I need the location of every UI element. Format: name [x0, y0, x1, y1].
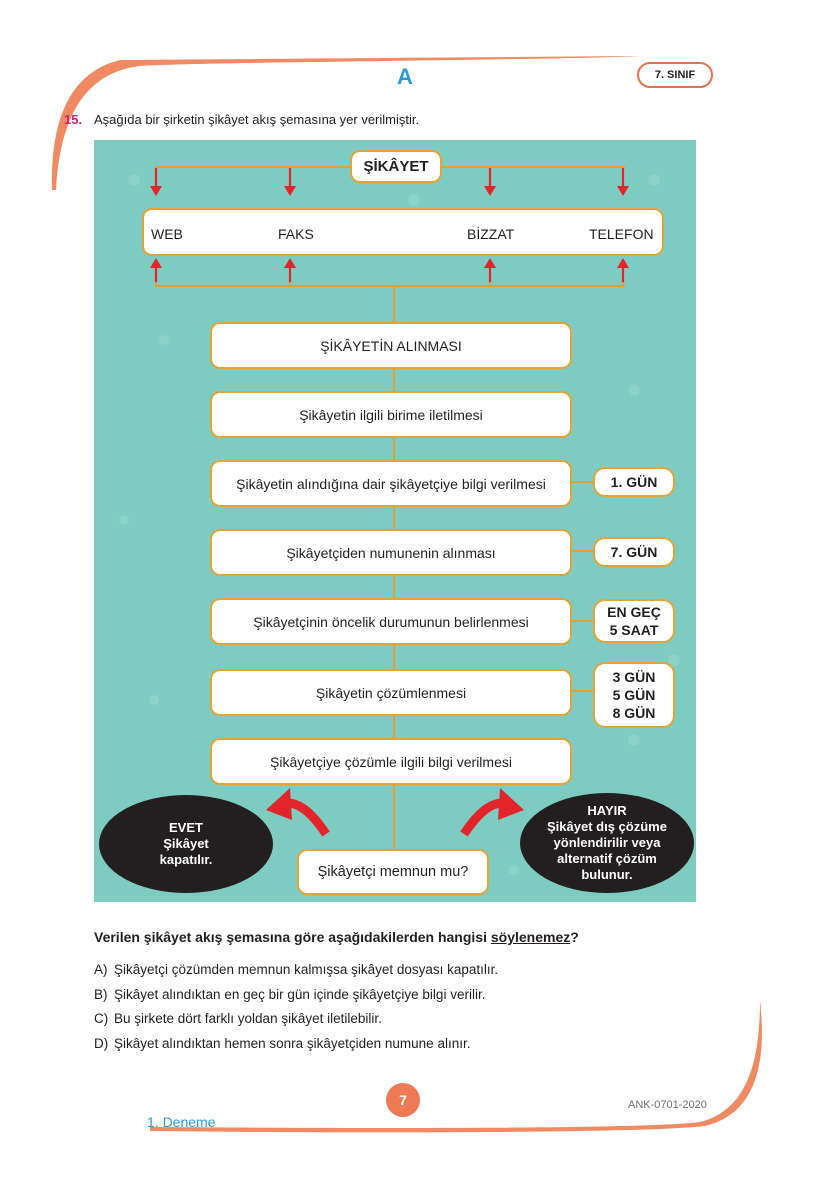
badge-1-gun-text: 1. GÜN: [610, 474, 658, 490]
option-d[interactable]: [94, 1036, 470, 1051]
question-number: 15.: [64, 112, 83, 127]
option-d-text: Şikâyet alındıktan hemen sonra şikâyetçiden numune alınır.: [114, 1036, 471, 1051]
yes-title: EVET: [169, 820, 203, 835]
badge-7-gun-text: 7. GÜN: [610, 544, 658, 560]
option-c-text: Bu şirkete dört farklı yoldan şikâyet iletilebilir.: [114, 1011, 382, 1026]
no-line-1: Şikâyet dış çözüme: [547, 819, 667, 834]
badge-gun-option-2: 5 GÜN: [612, 687, 656, 703]
option-b-letter: B): [94, 987, 108, 1002]
step-1: ŞİKÂYETİN ALINMASI: [210, 322, 572, 369]
complaint-box: ŞİKÂYET: [350, 150, 442, 183]
step-2: Şikâyetin ilgili birime iletilmesi: [210, 391, 572, 438]
badge-en-gec-line2: 5 SAAT: [609, 622, 659, 638]
no-line-4: bulunur.: [581, 867, 633, 882]
channel-telefon: TELEFON: [589, 226, 654, 242]
step-4: Şikâyetçiden numunenin alınması: [210, 529, 572, 576]
option-d-letter: D): [94, 1036, 109, 1051]
yes-line-1: Şikâyet: [163, 836, 209, 851]
step-3: Şikâyetin alındığına dair şikâyetçiye bilgi verilmesi: [210, 460, 572, 507]
no-line-3: alternatif çözüm: [557, 851, 657, 866]
prompt-emphasis: söylenemez: [490, 929, 571, 945]
channel-web: WEB: [151, 226, 183, 242]
step-5: Şikâyetçinin öncelik durumunun belirlenmesi: [210, 598, 572, 645]
option-b-text: Şikâyet alındıktan en geç bir gün içinde şikâyetçiye bilgi verilir.: [114, 987, 486, 1002]
step-7: Şikâyetçiye çözümle ilgili bilgi verilmesi: [210, 738, 572, 785]
question-prompt: [94, 929, 579, 945]
decision-box: Şikâyetçi memnun mu?: [297, 849, 489, 895]
no-line-2: yönlendirilir veya: [553, 835, 661, 850]
badge-7-gun: [593, 537, 675, 567]
option-a[interactable]: [94, 962, 498, 977]
option-b[interactable]: [94, 987, 485, 1002]
question-intro: Aşağıda bir şirketin şikâyet akış şemasına yer verilmiştir.: [94, 112, 420, 127]
badge-gun-option-1: 3 GÜN: [612, 669, 656, 685]
booklet-label: A: [397, 64, 413, 89]
badge-1-gun: [593, 467, 675, 497]
exam-name: 1. Deneme: [147, 1114, 216, 1130]
yes-line-2: kapatılır.: [159, 852, 213, 867]
prompt-end: ?: [570, 929, 579, 945]
no-title: HAYIR: [587, 803, 627, 818]
step-6: Şikâyetin çözümlenmesi: [210, 669, 572, 716]
grade-badge: 7. SINIF: [637, 62, 713, 88]
page-number: 7: [386, 1083, 420, 1117]
yes-outcome: [99, 795, 273, 893]
badge-en-gec-line1: EN GEÇ: [607, 604, 661, 620]
badge-gun-options: [593, 662, 675, 728]
channel-faks: FAKS: [278, 226, 314, 242]
booklet-code: ANK-0701-2020: [628, 1099, 707, 1111]
badge-gun-option-3: 8 GÜN: [612, 705, 656, 721]
prompt-text: Verilen şikâyet akış şemasına göre aşağıdakilerden hangisi: [94, 929, 491, 945]
option-c[interactable]: [94, 1011, 382, 1026]
channels-box: [142, 208, 664, 256]
no-outcome: [520, 793, 694, 893]
option-a-text: Şikâyetçi çözümden memnun kalmışsa şikâyet dosyası kapatılır.: [114, 962, 499, 977]
option-c-letter: C): [94, 1011, 109, 1026]
channel-bizzat: BİZZAT: [467, 226, 515, 242]
option-a-letter: A): [94, 962, 108, 977]
badge-en-gec: [593, 599, 675, 643]
